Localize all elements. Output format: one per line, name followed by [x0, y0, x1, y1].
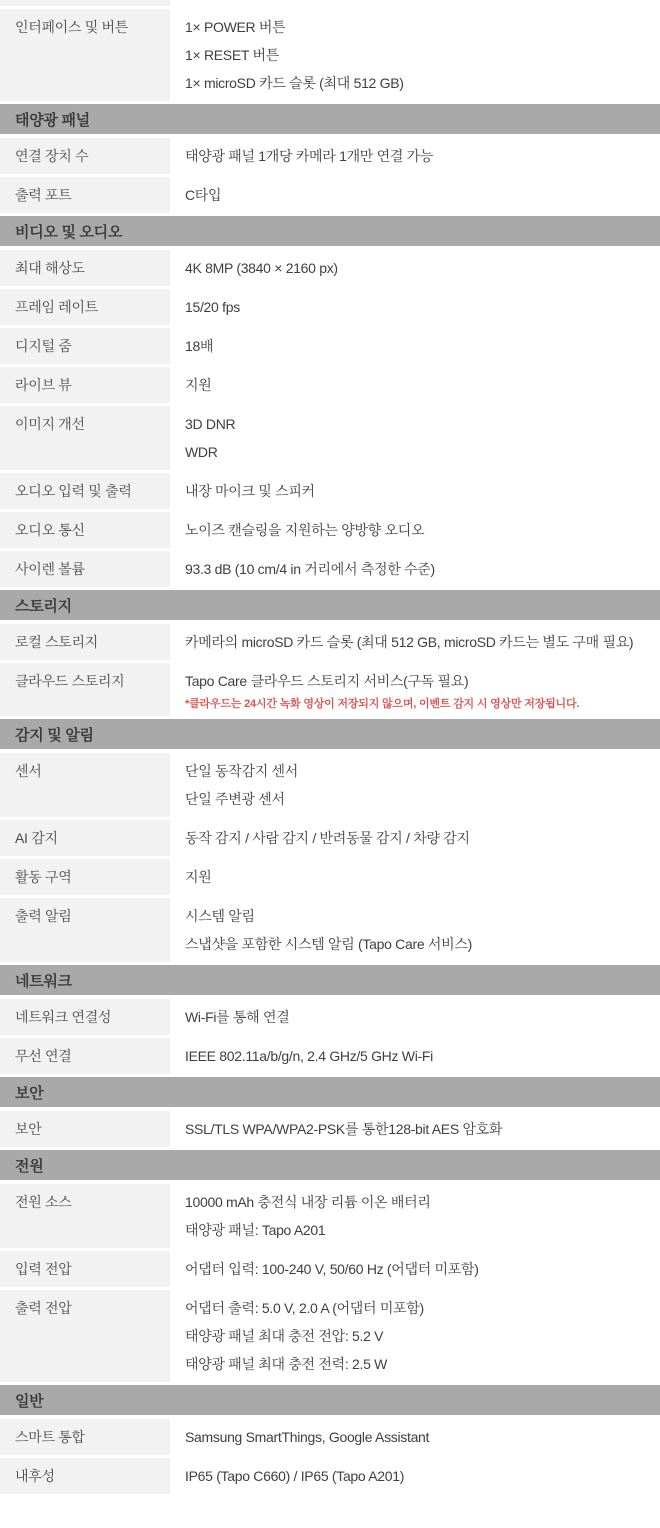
spec-value	[170, 1419, 660, 1455]
spec-row	[0, 859, 660, 895]
section-header: 전원	[0, 1150, 660, 1180]
spec-value	[170, 328, 660, 364]
spec-value-line: Tapo Care 클라우드 스토리지 서비스(구독 필요)	[185, 673, 469, 689]
spec-row	[0, 1184, 660, 1248]
spec-value-line: 시스템 알림	[185, 908, 255, 924]
spec-value	[170, 551, 660, 587]
spec-value	[170, 753, 660, 817]
section-header: 감지 및 알림	[0, 719, 660, 749]
spec-value-line: IEEE 802.11a/b/g/n, 2.4 GHz/5 GHz Wi-Fi	[185, 1048, 433, 1064]
section-header: 태양광 패널	[0, 104, 660, 134]
spec-value	[170, 999, 660, 1035]
spec-label: 보안	[0, 1111, 170, 1147]
spec-value-line: Wi-Fi를 통해 연결	[185, 1009, 290, 1025]
spec-row	[0, 250, 660, 286]
spec-value-line: 단일 동작감지 센서	[185, 763, 298, 779]
spec-row	[0, 1251, 660, 1287]
spec-label: 센서	[0, 753, 170, 817]
spec-value	[170, 1038, 660, 1074]
spec-value-line: 단일 주변광 센서	[185, 791, 285, 807]
spec-value	[170, 1290, 660, 1382]
spec-label: 무선 연결	[0, 1038, 170, 1074]
spec-row	[0, 1458, 660, 1494]
spec-value-line: 어댑터 출력: 5.0 V, 2.0 A (어댑터 미포함)	[185, 1300, 424, 1316]
spec-value	[170, 1251, 660, 1287]
spec-label: 로컬 스토리지	[0, 624, 170, 660]
spec-value-line: 노이즈 캔슬링을 지원하는 양방향 오디오	[185, 522, 425, 538]
spec-label: 라이브 뷰	[0, 367, 170, 403]
section-header: 보안	[0, 1077, 660, 1107]
spec-label: 출력 알림	[0, 898, 170, 962]
spec-row	[0, 551, 660, 587]
spec-label: 디지털 줌	[0, 328, 170, 364]
spec-value-line: 태양광 패널 최대 충전 전압: 5.2 V	[185, 1328, 384, 1344]
spec-value-line: C타입	[185, 187, 222, 203]
spec-value	[170, 9, 660, 101]
spec-value	[170, 1458, 660, 1494]
spec-value-line: 1× microSD 카드 슬롯 (최대 512 GB)	[185, 75, 404, 91]
spec-row	[0, 1290, 660, 1382]
section-header: 스토리지	[0, 590, 660, 620]
spec-value	[170, 663, 660, 716]
spec-row	[0, 328, 660, 364]
spec-value-line: 15/20 fps	[185, 299, 240, 315]
spec-value	[170, 1184, 660, 1248]
spec-label: 프레임 레이트	[0, 289, 170, 325]
partial-row-remnant	[0, 0, 170, 6]
spec-row	[0, 367, 660, 403]
spec-row	[0, 1038, 660, 1074]
spec-sections	[0, 9, 660, 1494]
spec-row	[0, 512, 660, 548]
spec-row	[0, 663, 660, 716]
spec-value	[170, 177, 660, 213]
spec-value-line: 3D DNR	[185, 416, 236, 432]
spec-value-line: 스냅샷을 포함한 시스템 알림 (Tapo Care 서비스)	[185, 936, 472, 952]
spec-value-line: 동작 감지 / 사람 감지 / 반려동물 감지 / 차량 감지	[185, 830, 470, 846]
spec-row	[0, 820, 660, 856]
spec-value-line: 4K 8MP (3840 × 2160 px)	[185, 260, 338, 276]
spec-value-line: 태양광 패널 최대 충전 전력: 2.5 W	[185, 1356, 388, 1372]
spec-label: 내후성	[0, 1458, 170, 1494]
spec-value	[170, 624, 660, 660]
spec-row	[0, 406, 660, 470]
spec-value	[170, 859, 660, 895]
spec-label: 인터페이스 및 버튼	[0, 9, 170, 101]
spec-value-line: 내장 마이크 및 스피커	[185, 483, 315, 499]
spec-label: 연결 장치 수	[0, 138, 170, 174]
spec-label: 오디오 통신	[0, 512, 170, 548]
spec-label: AI 감지	[0, 820, 170, 856]
spec-value	[170, 367, 660, 403]
spec-row	[0, 999, 660, 1035]
spec-value	[170, 898, 660, 962]
spec-label: 활동 구역	[0, 859, 170, 895]
spec-value-line: IP65 (Tapo C660) / IP65 (Tapo A201)	[185, 1468, 405, 1484]
spec-value-line: WDR	[185, 444, 218, 460]
spec-label: 사이렌 볼륨	[0, 551, 170, 587]
spec-label: 오디오 입력 및 출력	[0, 473, 170, 509]
spec-label: 네트워크 연결성	[0, 999, 170, 1035]
spec-value-line: 10000 mAh 충전식 내장 리튬 이온 배터리	[185, 1194, 431, 1210]
spec-value	[170, 1111, 660, 1147]
spec-value-line: 1× RESET 버튼	[185, 47, 279, 63]
spec-value-line: SSL/TLS WPA/WPA2-PSK를 통한128-bit AES 암호화	[185, 1121, 503, 1137]
spec-row	[0, 753, 660, 817]
spec-row	[0, 1419, 660, 1455]
spec-value-line: 태양광 패널: Tapo A201	[185, 1222, 326, 1238]
spec-value-line: 태양광 패널 1개당 카메라 1개만 연결 가능	[185, 148, 434, 164]
spec-row	[0, 1111, 660, 1147]
spec-label: 출력 포트	[0, 177, 170, 213]
spec-value-line: 지원	[185, 377, 212, 393]
spec-label: 전원 소스	[0, 1184, 170, 1248]
spec-label: 최대 해상도	[0, 250, 170, 286]
section-header: 비디오 및 오디오	[0, 216, 660, 246]
spec-value-line: 어댑터 입력: 100-240 V, 50/60 Hz (어댑터 미포함)	[185, 1261, 479, 1277]
spec-value	[170, 473, 660, 509]
spec-row	[0, 289, 660, 325]
spec-value	[170, 250, 660, 286]
spec-label: 클라우드 스토리지	[0, 663, 170, 716]
section-header: 일반	[0, 1385, 660, 1415]
spec-value	[170, 406, 660, 470]
spec-row	[0, 473, 660, 509]
spec-value-line: 지원	[185, 869, 212, 885]
spec-value-line: 93.3 dB (10 cm/4 in 거리에서 측정한 수준)	[185, 561, 435, 577]
spec-label: 이미지 개선	[0, 406, 170, 470]
spec-row	[0, 9, 660, 101]
spec-note: *클라우드는 24시간 녹화 영상이 저장되지 않으며, 이벤트 감지 시 영상만 저장됩니다.	[185, 698, 580, 710]
spec-row	[0, 898, 660, 962]
spec-value	[170, 820, 660, 856]
spec-row	[0, 177, 660, 213]
spec-value-line: 카메라의 microSD 카드 슬롯 (최대 512 GB, microSD 카드는 별도 구매 필요)	[185, 634, 634, 650]
spec-label: 입력 전압	[0, 1251, 170, 1287]
spec-label: 출력 전압	[0, 1290, 170, 1382]
spec-value	[170, 289, 660, 325]
spec-row	[0, 624, 660, 660]
spec-value-line: 18배	[185, 338, 214, 354]
spec-value-line: 1× POWER 버튼	[185, 19, 286, 35]
spec-label: 스마트 통합	[0, 1419, 170, 1455]
spec-value	[170, 138, 660, 174]
spec-value-line: Samsung SmartThings, Google Assistant	[185, 1429, 430, 1445]
section-header: 네트워크	[0, 965, 660, 995]
spec-row	[0, 138, 660, 174]
spec-value	[170, 512, 660, 548]
